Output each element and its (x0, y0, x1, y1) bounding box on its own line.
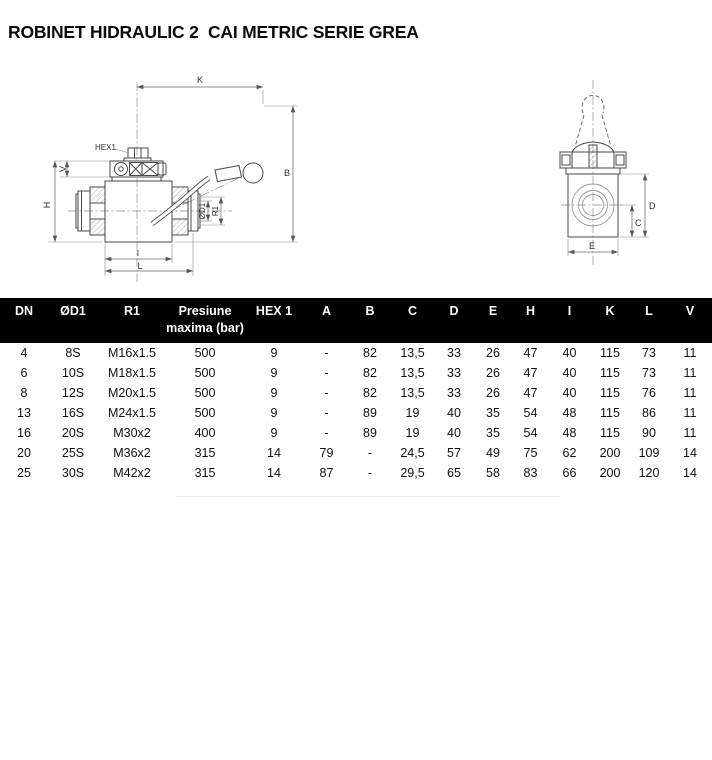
front-view (42, 75, 298, 282)
table-cell: 9 (270, 346, 278, 360)
col-header-od1: ØD1 (60, 304, 86, 318)
dim-label-b: B (283, 168, 290, 178)
table-cell: 13,5 (400, 386, 425, 400)
dim-label-i: I (136, 249, 140, 258)
valve-drawing-svg (0, 60, 712, 295)
table-cell: - (367, 446, 373, 460)
table-cell: 86 (642, 406, 656, 420)
table-cell: 13,5 (400, 366, 425, 380)
spec-table (0, 298, 712, 483)
table-cell: 35 (486, 406, 500, 420)
table-cell: 25 (17, 466, 31, 480)
dim-label-r1: R1 (211, 205, 220, 217)
table-cell: 54 (523, 426, 538, 440)
side-dimensions (568, 174, 656, 256)
dim-label-l: L (137, 261, 143, 271)
table-cell: 49 (486, 446, 500, 460)
table-cell: 6 (20, 366, 28, 380)
table-cell: 48 (562, 426, 577, 440)
table-cell: 500 (194, 386, 216, 400)
table-cell: M18x1.5 (108, 366, 156, 380)
table-cell: 16S (61, 406, 85, 420)
table-cell: 9 (270, 386, 278, 400)
table-cell: - (324, 346, 329, 360)
technical-drawing (0, 60, 712, 295)
table-cell: 40 (562, 386, 577, 400)
table-cell: M24x1.5 (108, 406, 156, 420)
table-cell: - (324, 386, 329, 400)
table-cell: 115 (600, 426, 620, 440)
table-row (0, 443, 712, 463)
col-header-h: H (525, 304, 536, 318)
table-cell: 29,5 (400, 466, 425, 480)
table-cell: 62 (562, 446, 577, 460)
table-cell: - (324, 366, 329, 380)
hex1-leader-line (115, 149, 129, 153)
table-cell: 11 (683, 366, 697, 380)
table-cell: M16x1.5 (108, 346, 156, 360)
table-cell: M20x1.5 (108, 386, 156, 400)
table-cell: 90 (642, 426, 656, 440)
table-cell: 115 (600, 386, 620, 400)
col-header-l: L (645, 304, 653, 318)
table-cell: 20S (61, 426, 85, 440)
table-row (0, 403, 712, 423)
table-cell: 10S (61, 366, 85, 380)
table-cell: 4 (20, 346, 28, 360)
table-cell: 115 (600, 346, 620, 360)
table-row (0, 423, 712, 443)
table-cell: 8 (20, 386, 28, 400)
table-row (0, 343, 712, 363)
table-cell: 315 (194, 446, 216, 460)
table-cell: 35 (486, 426, 500, 440)
col-header-d: D (449, 304, 459, 318)
table-cell: 14 (683, 446, 697, 460)
table-cell: 73 (642, 366, 656, 380)
table-cell: 200 (599, 446, 621, 460)
table-cell: 14 (267, 466, 281, 480)
table-cell: 19 (405, 426, 420, 440)
table-cell: 12S (61, 386, 85, 400)
table-row (0, 383, 712, 403)
table-cell: 47 (523, 366, 538, 380)
col-header-hex1: HEX 1 (255, 304, 293, 318)
table-cell: M42x2 (113, 466, 151, 480)
dim-label-v: V (58, 165, 68, 173)
side-view (560, 80, 656, 265)
col-header-k: K (605, 304, 615, 318)
stem-assembly-front (110, 148, 166, 177)
table-cell: 200 (599, 466, 621, 480)
table-cell: 9 (270, 366, 278, 380)
table-cell: 40 (447, 426, 461, 440)
table-cell: 500 (194, 406, 216, 420)
table-cell: 11 (683, 386, 697, 400)
stem-assembly-side (560, 142, 626, 174)
table-cell: 9 (270, 426, 278, 440)
col-header-i: I (567, 304, 572, 318)
table-cell: 33 (447, 386, 461, 400)
col-header-presiune: Presiune maxima (bar) (166, 304, 244, 335)
table-cell: 40 (447, 406, 461, 420)
table-cell: 14 (267, 446, 281, 460)
table-cell: 14 (683, 466, 697, 480)
table-cell: 58 (486, 466, 500, 480)
table-cell: 33 (447, 346, 461, 360)
table-cell: - (324, 426, 329, 440)
col-header-r1: R1 (124, 304, 140, 318)
table-cell: 26 (486, 346, 500, 360)
col-header-b: B (365, 304, 375, 318)
col-header-dn: DN (14, 304, 34, 318)
table-cell: 8S (65, 346, 81, 360)
table-cell: 82 (363, 346, 377, 360)
table-cell: 120 (638, 466, 660, 480)
table-cell: 89 (363, 426, 377, 440)
table-cell: 66 (562, 466, 577, 480)
table-cell: 82 (363, 386, 377, 400)
table-cell: M30x2 (113, 426, 151, 440)
table-cell: - (367, 466, 373, 480)
label-hex1: HEX1 (95, 143, 116, 152)
table-cell: 25S (61, 446, 85, 460)
table-cell: 57 (447, 446, 461, 460)
table-cell: 30S (61, 466, 85, 480)
table-row (0, 463, 712, 483)
page-title: ROBINET HIDRAULIC 2 CAI METRIC SERIE GREA (8, 22, 419, 42)
dim-label-e: E (588, 241, 596, 251)
table-cell: 13,5 (400, 346, 425, 360)
table-cell: 13 (17, 406, 31, 420)
table-cell: 109 (638, 446, 660, 460)
table-cell: 9 (270, 406, 278, 420)
table-cell: 26 (486, 386, 500, 400)
centerlines (68, 82, 247, 282)
header-row (0, 298, 712, 343)
dim-label-d: D (649, 201, 656, 211)
table-cell: 26 (486, 366, 500, 380)
table-cell: 19 (405, 406, 420, 420)
spec-table-header (0, 298, 712, 343)
table-cell: 89 (363, 406, 377, 420)
table-cell: 76 (642, 386, 656, 400)
spec-table-body (0, 343, 712, 483)
table-cell: 33 (447, 366, 461, 380)
table-cell: 40 (562, 346, 577, 360)
table-cell: - (324, 406, 329, 420)
table-cell: M36x2 (113, 446, 151, 460)
table-bottom-rule (176, 496, 560, 497)
table-cell: 73 (642, 346, 656, 360)
table-cell: 115 (600, 366, 620, 380)
table-cell: 54 (523, 406, 538, 420)
dim-label-od1: ØD1 (198, 202, 207, 220)
handle-ball-knob (243, 163, 263, 183)
col-header-v: V (685, 304, 695, 318)
col-header-c: C (407, 304, 418, 318)
table-cell: 315 (194, 466, 216, 480)
table-cell: 79 (319, 446, 334, 460)
table-cell: 400 (194, 426, 216, 440)
valve-body-front (76, 177, 200, 242)
table-cell: 40 (562, 366, 577, 380)
dim-label-k: K (196, 75, 204, 85)
table-cell: 16 (17, 426, 31, 440)
table-cell: 11 (683, 406, 697, 420)
dim-label-c: C (635, 218, 642, 228)
table-cell: 500 (194, 366, 216, 380)
table-cell: 115 (600, 406, 620, 420)
handle-front (152, 163, 263, 224)
col-header-e: E (488, 304, 498, 318)
table-cell: 24,5 (400, 446, 425, 460)
table-cell: 11 (683, 426, 697, 440)
table-cell: 75 (523, 446, 538, 460)
table-cell: 87 (319, 466, 334, 480)
table-cell: 65 (447, 466, 461, 480)
table-cell: 48 (562, 406, 577, 420)
table-cell: 82 (363, 366, 377, 380)
table-cell: 20 (17, 446, 31, 460)
table-cell: 500 (194, 346, 216, 360)
table-cell: 47 (523, 386, 538, 400)
table-cell: 11 (683, 346, 697, 360)
table-cell: 47 (523, 346, 538, 360)
dim-label-h: H (42, 201, 52, 209)
table-row (0, 363, 712, 383)
col-header-a: A (321, 304, 332, 318)
table-cell: 83 (523, 466, 538, 480)
